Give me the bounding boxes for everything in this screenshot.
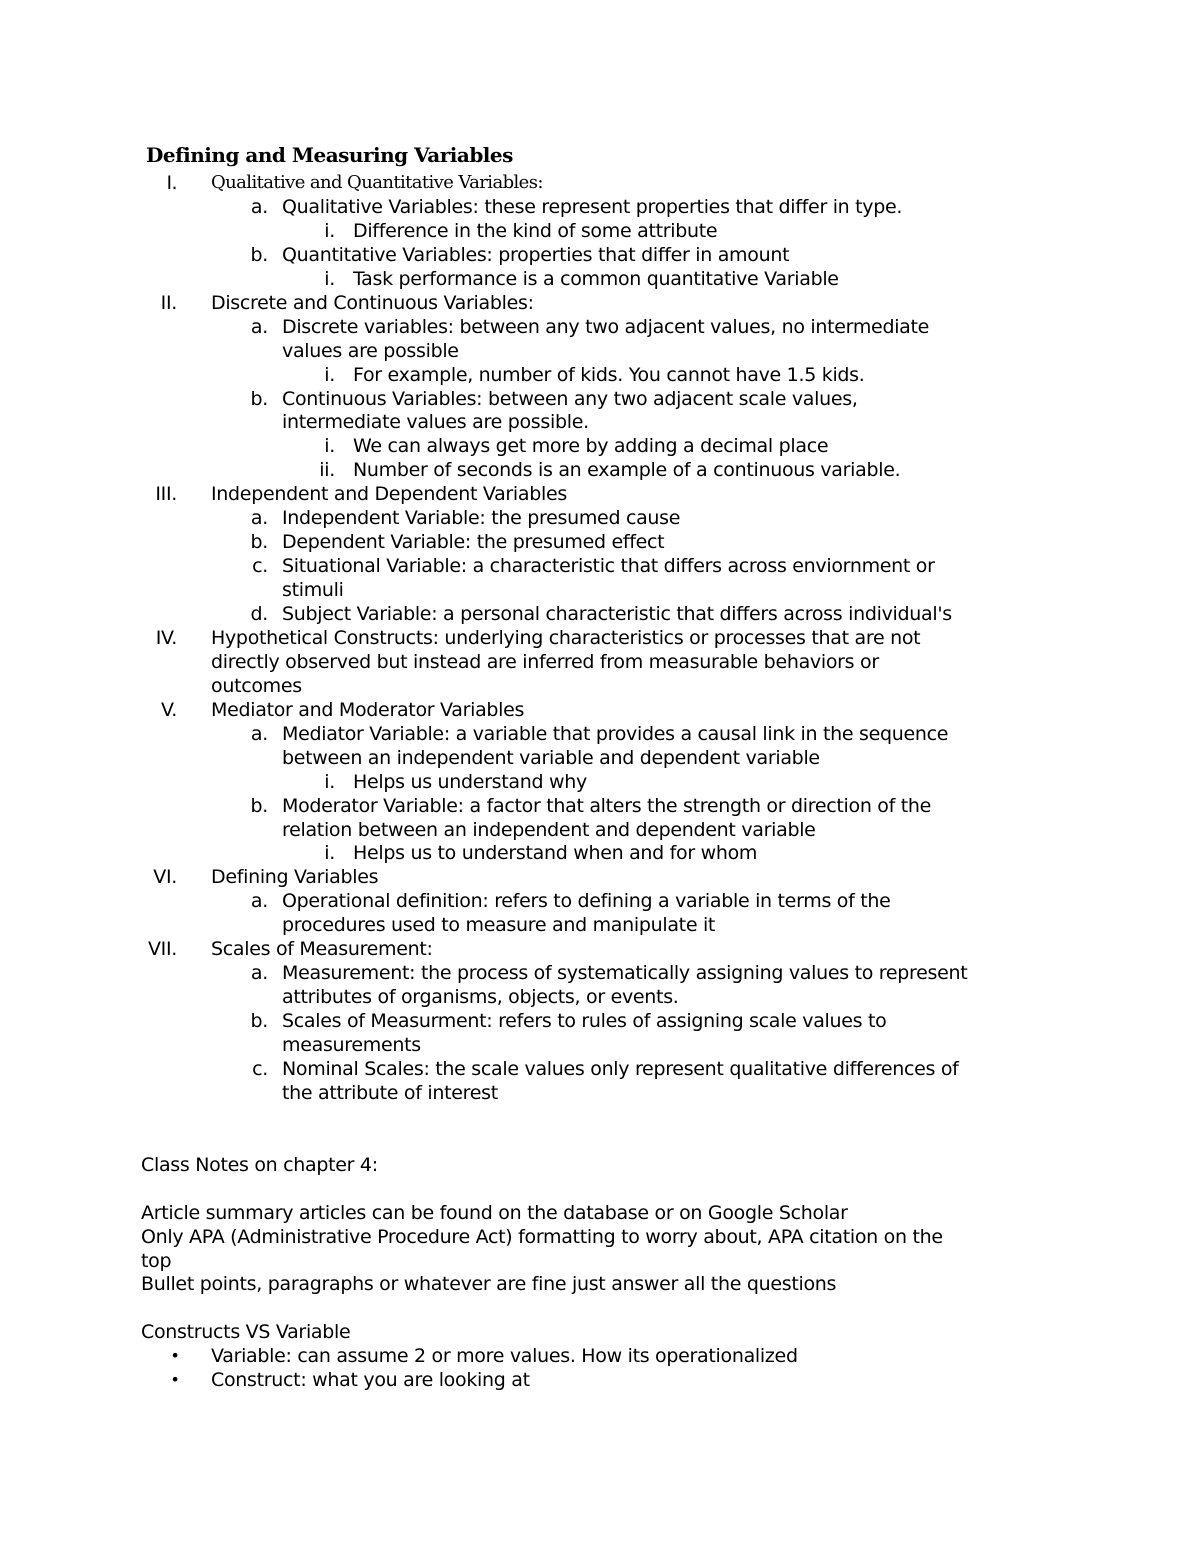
- outline-text: Operational definition: refers to defining a variable in terms of the: [282, 890, 891, 912]
- paragraph-text: Constructs VS Variable: [141, 1321, 351, 1343]
- outline-text: outcomes: [211, 675, 302, 697]
- paragraph-text: Only APA (Administrative Procedure Act) formatting to worry about, APA citation on the: [141, 1226, 943, 1248]
- outline-text: Dependent Variable: the presumed effect: [282, 531, 665, 553]
- outline-text: Scales of Measurment: refers to rules of assigning scale values to: [282, 1010, 887, 1032]
- outline-text: Subject Variable: a personal characteristic that differs across individual's: [282, 603, 952, 625]
- paragraph-text: Class Notes on chapter 4:: [141, 1154, 378, 1176]
- outline-text: Mediator Variable: a variable that provides a causal link in the sequence: [282, 723, 949, 745]
- outline-text: values are possible: [282, 340, 459, 362]
- outline-text: Difference in the kind of some attribute: [353, 220, 718, 242]
- alpha-marker: a.: [250, 196, 268, 218]
- roman-marker: IV.: [155, 627, 177, 649]
- outline-text: Situational Variable: a characteristic that differs across enviornment or: [282, 555, 935, 577]
- outline-text: Discrete variables: between any two adjacent values, no intermediate: [282, 316, 930, 338]
- bullet-icon: •: [170, 1370, 180, 1389]
- roman-sub-marker: ii.: [319, 459, 335, 481]
- outline-text: between an independent variable and dependent variable: [282, 747, 820, 769]
- outline-text: Independent Variable: the presumed cause: [282, 507, 681, 529]
- bullet-text: Construct: what you are looking at: [211, 1369, 530, 1391]
- paragraph-text: top: [141, 1250, 172, 1272]
- roman-sub-marker: i.: [324, 771, 335, 793]
- alpha-marker: a.: [250, 316, 268, 338]
- paragraph-text: Article summary articles can be found on the database or on Google Scholar: [141, 1202, 848, 1224]
- roman-marker: II.: [160, 292, 177, 314]
- outline-text: We can always get more by adding a decimal place: [353, 435, 829, 457]
- outline-text: relation between an independent and dependent variable: [282, 819, 816, 841]
- outline-text: Helps us to understand when and for whom: [353, 842, 758, 864]
- roman-sub-marker: i.: [324, 268, 335, 290]
- outline-text: Discrete and Continuous Variables:: [211, 292, 534, 314]
- alpha-marker: b.: [250, 531, 268, 553]
- outline-text: Moderator Variable: a factor that alters the strength or direction of the: [282, 795, 932, 817]
- outline-text: Mediator and Moderator Variables: [211, 699, 525, 721]
- alpha-marker: b.: [250, 1010, 268, 1032]
- document-title: Defining and Measuring Variables: [146, 143, 513, 167]
- outline-text: Independent and Dependent Variables: [211, 483, 567, 505]
- alpha-marker: b.: [250, 388, 268, 410]
- alpha-marker: a.: [250, 890, 268, 912]
- outline-text: measurements: [282, 1034, 421, 1056]
- roman-marker: VI.: [153, 866, 177, 888]
- outline-text: stimuli: [282, 579, 344, 601]
- outline-text: Continuous Variables: between any two adjacent scale values,: [282, 388, 858, 410]
- outline-text: Qualitative and Quantitative Variables:: [211, 172, 543, 193]
- outline-text: Task performance is a common quantitative Variable: [353, 268, 839, 290]
- roman-sub-marker: i.: [324, 842, 335, 864]
- outline-text: procedures used to measure and manipulate it: [282, 914, 716, 936]
- outline-text: Measurement: the process of systematically assigning values to represent: [282, 962, 968, 984]
- alpha-marker: c.: [252, 1058, 268, 1080]
- outline-text: Number of seconds is an example of a continuous variable.: [353, 459, 901, 481]
- bullet-icon: •: [170, 1346, 180, 1365]
- roman-marker: VII.: [147, 938, 177, 960]
- outline-text: Nominal Scales: the scale values only represent qualitative differences of: [282, 1058, 959, 1080]
- alpha-marker: a.: [250, 723, 268, 745]
- alpha-marker: a.: [250, 507, 268, 529]
- roman-sub-marker: i.: [324, 364, 335, 386]
- outline-text: Helps us understand why: [353, 771, 587, 793]
- outline-text: Defining Variables: [211, 866, 379, 888]
- alpha-marker: b.: [250, 244, 268, 266]
- roman-marker: I.: [166, 172, 177, 194]
- roman-sub-marker: i.: [324, 435, 335, 457]
- paragraph-text: Bullet points, paragraphs or whatever are fine just answer all the questions: [141, 1273, 837, 1295]
- outline-text: directly observed but instead are inferred from measurable behaviors or: [211, 651, 879, 673]
- outline-text: Scales of Measurement:: [211, 938, 433, 960]
- roman-marker: V.: [161, 699, 177, 721]
- outline-text: the attribute of interest: [282, 1082, 498, 1104]
- alpha-marker: c.: [252, 555, 268, 577]
- outline-text: attributes of organisms, objects, or events.: [282, 986, 679, 1008]
- outline-text: For example, number of kids. You cannot have 1.5 kids.: [353, 364, 865, 386]
- bullet-text: Variable: can assume 2 or more values. How its operationalized: [211, 1345, 798, 1367]
- outline-text: intermediate values are possible.: [282, 411, 589, 433]
- outline-text: Qualitative Variables: these represent properties that differ in type.: [282, 196, 903, 218]
- outline-text: Hypothetical Constructs: underlying characteristics or processes that are not: [211, 627, 921, 649]
- roman-marker: III.: [155, 483, 177, 505]
- alpha-marker: a.: [250, 962, 268, 984]
- alpha-marker: b.: [250, 795, 268, 817]
- roman-sub-marker: i.: [324, 220, 335, 242]
- alpha-marker: d.: [250, 603, 268, 625]
- outline-text: Quantitative Variables: properties that differ in amount: [282, 244, 790, 266]
